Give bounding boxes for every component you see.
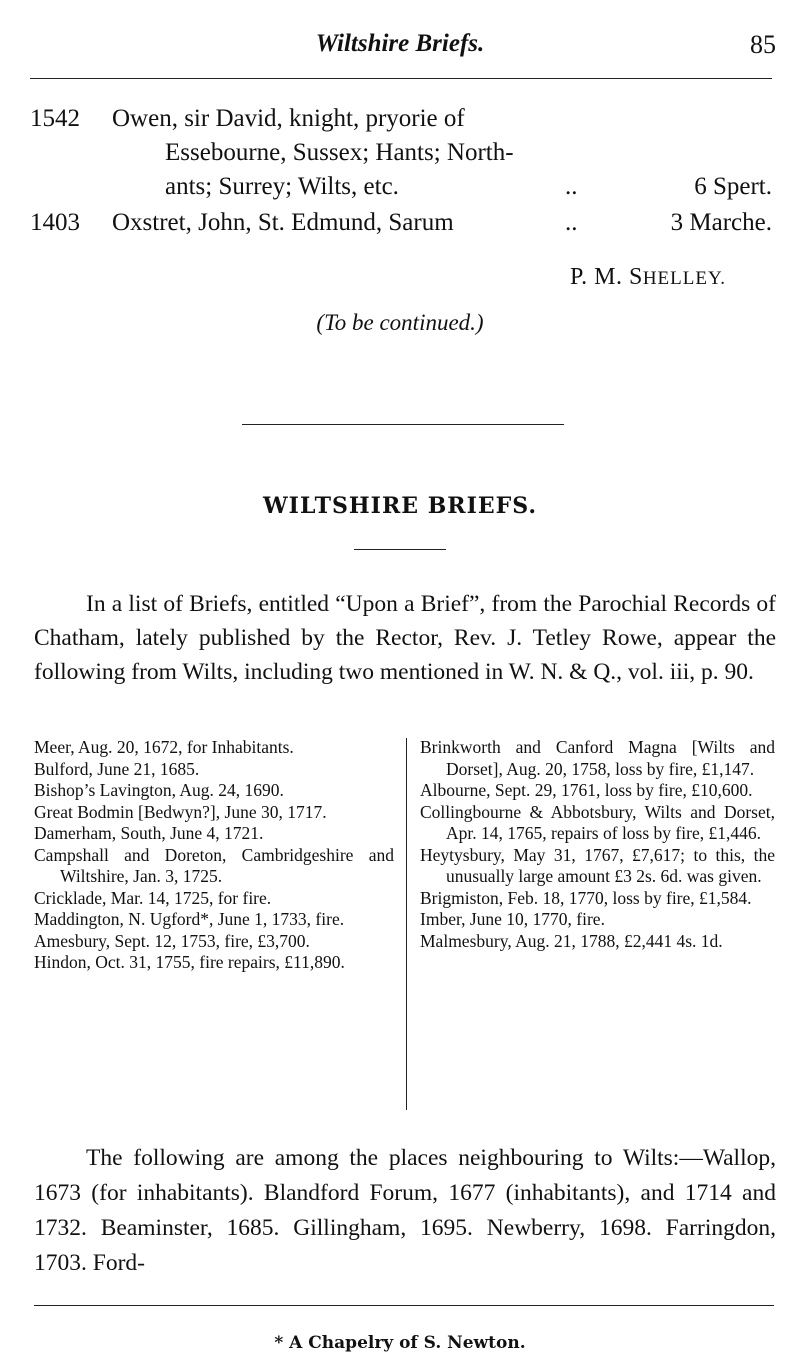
signature-initials: P. M. S — [569, 264, 643, 290]
footnote-rule — [34, 1305, 774, 1306]
entry-year: 1403 — [30, 209, 80, 236]
brief-item: Bishop’s Lavington, Aug. 24, 1690. — [34, 780, 284, 800]
intro-paragraph — [34, 587, 776, 689]
to-be-continued: (To be continued.) — [316, 310, 484, 335]
brief-item: Great Bodmin [Bedwyn?], June 30, 1717. — [34, 801, 327, 822]
brief-item: Campshall and Doreton, Cambridgeshire and Wiltshire, Jan. 3, 1725. — [34, 844, 394, 886]
brief-item: Bulford, June 21, 1685. — [34, 758, 200, 779]
briefs-right-column — [420, 737, 775, 952]
brief-item: Malmesbury, Aug. 21, 1788, £2,441 4s. 1d. — [420, 930, 723, 951]
closing-text: The following are among the places neighbouring to Wilts:—Wallop, 1673 (for inhabitants). Blandford Forum, 1677 (inhabitants), and 1714 and 1732. Beaminster, 1685. Gillingham, 1695. Newberry, 1698. Farringdon, 1703. Ford- — [34, 1145, 776, 1276]
running-title: Wiltshire Briefs. — [315, 30, 485, 57]
author-signature — [570, 264, 726, 291]
brief-item: Meer, Aug. 20, 1672, for Inhabitants. — [34, 737, 294, 757]
brief-item: Cricklade, Mar. 14, 1725, for fire. — [34, 887, 272, 908]
intro-text: In a list of Briefs, entitled “Upon a Brief”, from the Parochial Records of Chatham, lately published by the Rector, Rev. J. Tetley Rowe, appear the following from Wilts, including two mentioned in W. N. & Q., vol. iii, p. 90. — [34, 591, 776, 685]
column-divider — [406, 738, 407, 1110]
brief-item: Brinkworth and Canford Magna [Wilts and Dorset], Aug. 20, 1758, loss by fire, £1,147. — [420, 737, 775, 779]
heading-underline — [354, 549, 446, 550]
entry-continuation: Essebourne, Sussex; Hants; North- — [165, 139, 514, 166]
header-rule — [30, 78, 772, 79]
brief-item: Albourne, Sept. 29, 1761, loss by fire, £10,600. — [420, 780, 753, 800]
section-divider — [242, 424, 564, 425]
brief-item: Damerham, South, June 4, 1721. — [34, 823, 264, 843]
page-number: 85 — [750, 30, 776, 59]
brief-item: Maddington, N. Ugford*, June 1, 1733, fire. — [34, 909, 345, 929]
closing-paragraph — [34, 1141, 776, 1281]
entry-name: Oxstret, John, St. Edmund, Sarum — [112, 209, 454, 236]
brief-item: Heytysbury, May 31, 1767, £7,617; to this, the unusually large amount £3 2s. 6d. was given. — [420, 844, 775, 886]
brief-item: Hindon, Oct. 31, 1755, fire repairs, £11,890. — [34, 952, 345, 972]
entry-name: Owen, sir David, knight, pryorie of — [112, 105, 465, 132]
entry-date: 3 Marche. — [670, 209, 772, 236]
entry-leader-dots: .. — [565, 173, 578, 200]
entry-leader-dots: .. — [565, 209, 578, 236]
entry-continuation: ants; Surrey; Wilts, etc. — [165, 173, 399, 200]
brief-item: Collingbourne & Abbotsbury, Wilts and Dorset, Apr. 14, 1765, repairs of loss by fire, £1,446. — [420, 801, 775, 843]
brief-item: Imber, June 10, 1770, fire. — [420, 909, 605, 929]
section-heading: WILTSHIRE BRIEFS. — [262, 493, 538, 519]
briefs-left-column — [34, 737, 394, 974]
brief-item: Brigmiston, Feb. 18, 1770, loss by fire, £1,584. — [420, 887, 752, 908]
footnote: * A Chapelry of S. Newton. — [274, 1333, 526, 1353]
signature-surname: HELLEY. — [642, 268, 726, 289]
entry-date: 6 Spert. — [694, 173, 772, 200]
entry-year: 1542 — [30, 105, 80, 132]
brief-item: Amesbury, Sept. 12, 1753, fire, £3,700. — [34, 930, 310, 951]
